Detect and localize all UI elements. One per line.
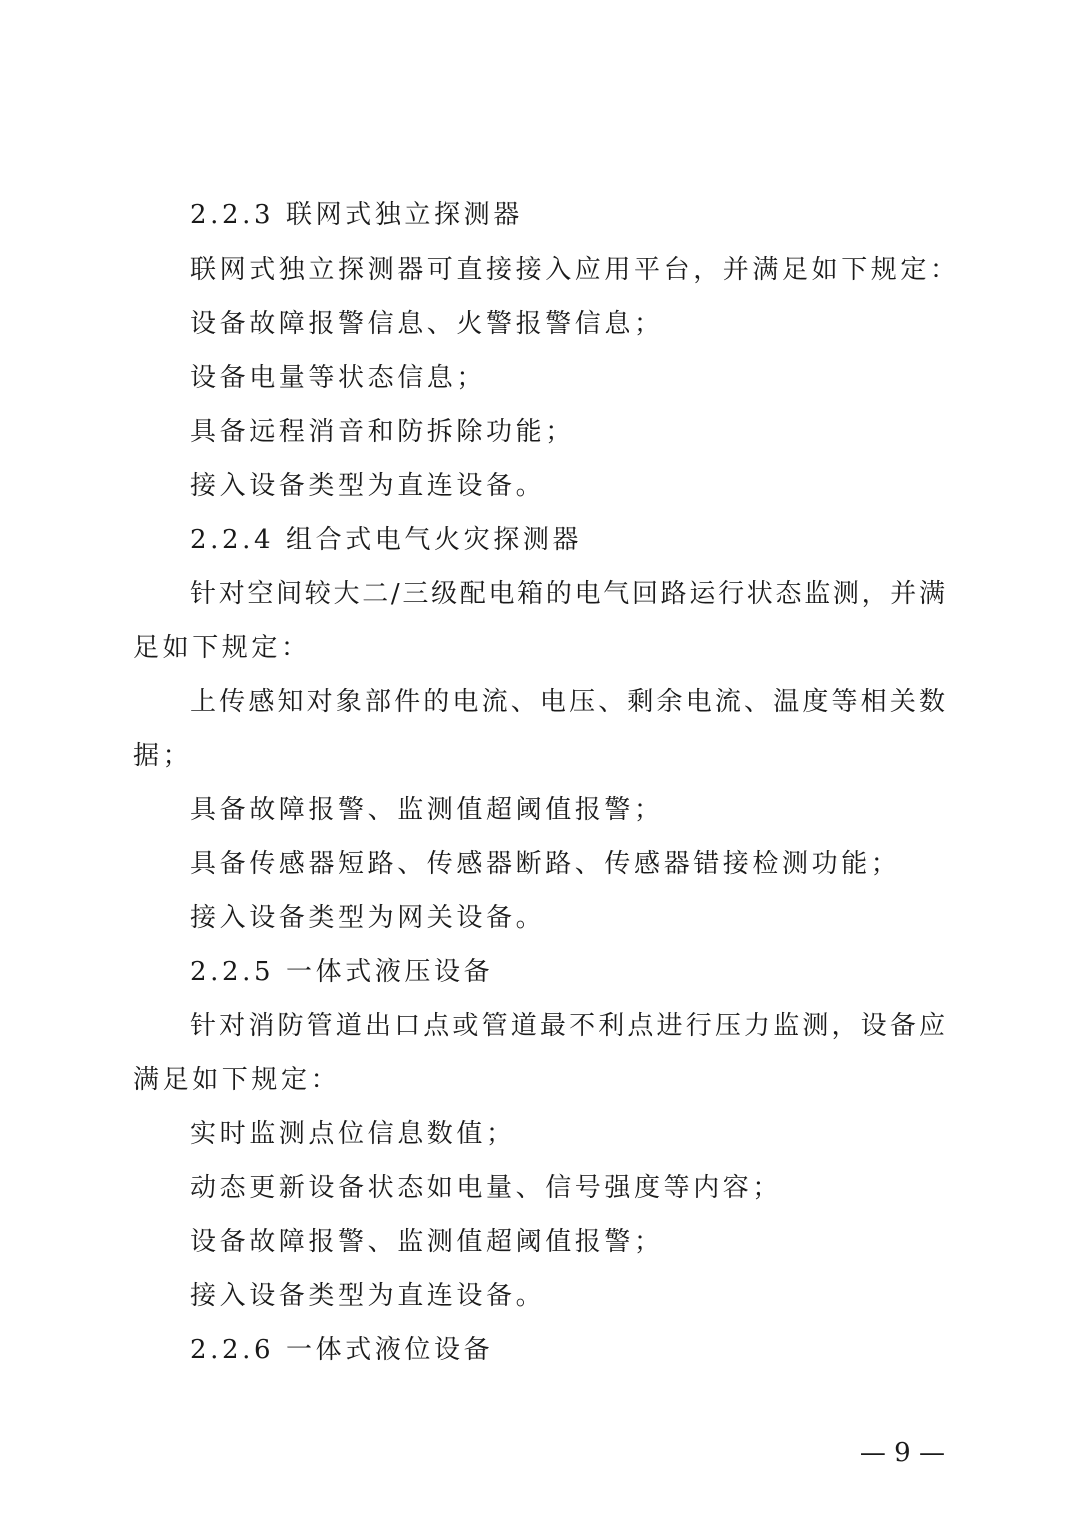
- paragraph-line: 针对空间较大二/三级配电箱的电气回路运行状态监测，并满: [190, 579, 945, 609]
- paragraph-line: 设备故障报警信息、火警报警信息；: [190, 309, 664, 339]
- paragraph-line: 设备电量等状态信息；: [190, 363, 487, 393]
- page-number: — 9 —: [859, 1438, 945, 1468]
- paragraph-line: 联网式独立探测器可直接接入应用平台，并满足如下规定：: [190, 255, 960, 285]
- heading-2-2-5: 2.2.5 一体式液压设备: [190, 957, 494, 987]
- heading-2-2-4: 2.2.4 组合式电气火灾探测器: [190, 525, 583, 555]
- paragraph-line: 具备远程消音和防拆除功能；: [190, 417, 575, 447]
- paragraph-line: 动态更新设备状态如电量、信号强度等内容；: [190, 1173, 783, 1203]
- paragraph-line: 实时监测点位信息数值；: [190, 1119, 516, 1149]
- paragraph-line: 满足如下规定：: [133, 1065, 341, 1095]
- paragraph-line: 上传感知对象部件的电流、电压、剩余电流、温度等相关数: [190, 687, 945, 717]
- paragraph-line: 具备故障报警、监测值超阈值报警；: [190, 795, 664, 825]
- paragraph-line: 设备故障报警、监测值超阈值报警；: [190, 1227, 664, 1257]
- heading-2-2-6: 2.2.6 一体式液位设备: [190, 1335, 494, 1365]
- heading-2-2-3: 2.2.3 联网式独立探测器: [190, 200, 523, 230]
- paragraph-line: 据；: [133, 741, 193, 771]
- paragraph-line: 具备传感器短路、传感器断路、传感器错接检测功能；: [190, 849, 901, 879]
- paragraph-line: 足如下规定：: [133, 633, 311, 663]
- paragraph-line: 接入设备类型为直连设备。: [190, 1281, 546, 1311]
- paragraph-line: 接入设备类型为网关设备。: [190, 903, 546, 933]
- paragraph-line: 接入设备类型为直连设备。: [190, 471, 546, 501]
- paragraph-line: 针对消防管道出口点或管道最不利点进行压力监测，设备应: [190, 1011, 945, 1041]
